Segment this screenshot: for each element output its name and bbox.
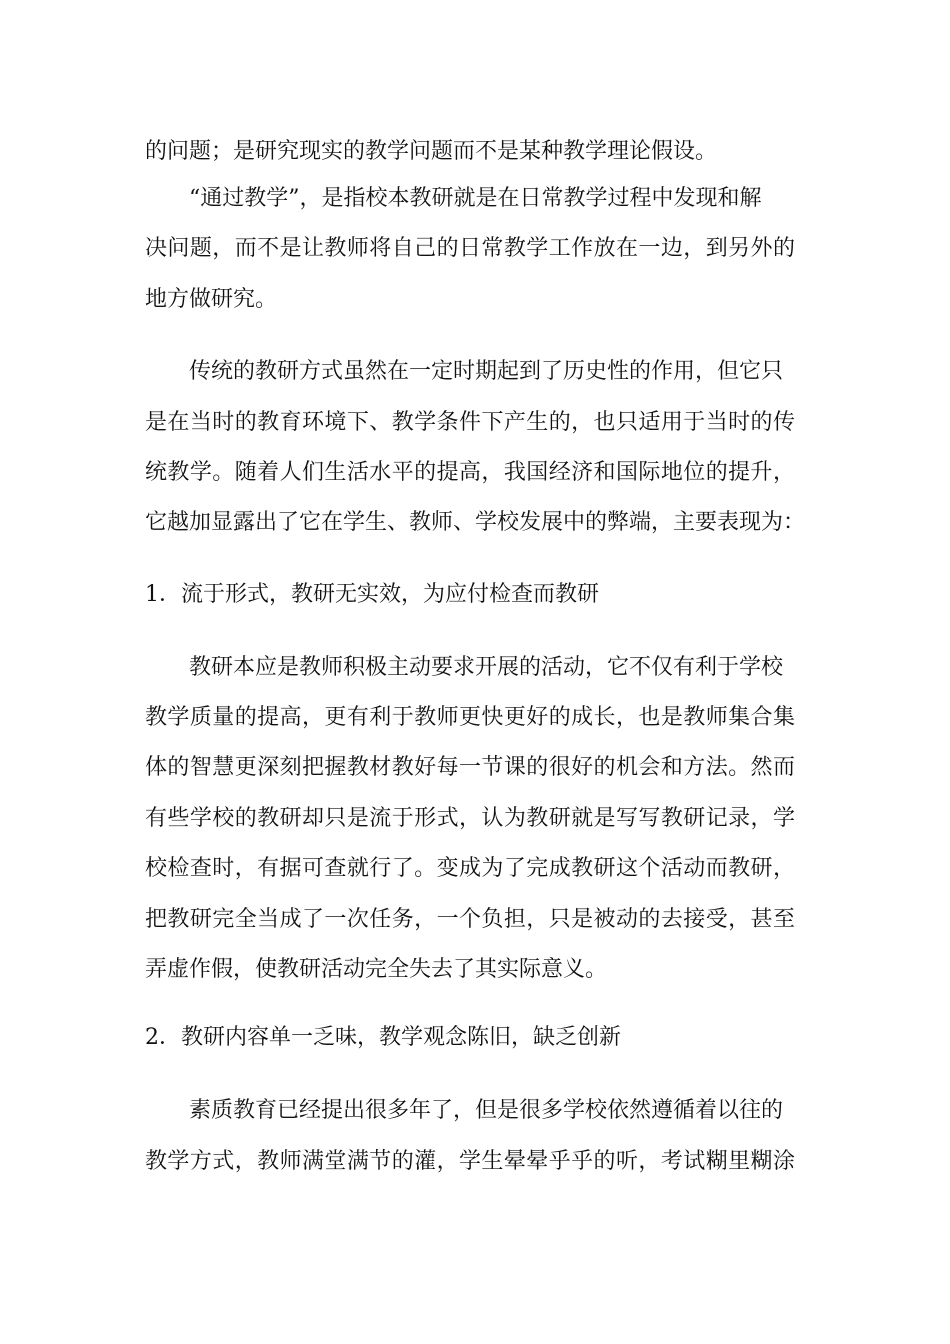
paragraph-first-line: “通过教学”，是指校本教研就是在日常教学过程中发现和解 bbox=[189, 186, 762, 211]
paragraph-first-line: 传统的教研方式虽然在一定时期起到了历史性的作用，但它只 bbox=[189, 359, 784, 384]
paragraph-first-line: 教研本应是教师积极主动要求开展的活动，它不仅有利于学校 bbox=[189, 655, 784, 680]
section-heading-1: 1．流于形式，教研无实效，为应付检查而教研 bbox=[145, 582, 599, 607]
text-line: 教学方式，教师满堂满节的灌，学生晕晕乎乎的听，考试糊里糊涂 bbox=[145, 1149, 795, 1174]
section-heading-2: 2．教研内容单一乏味，教学观念陈旧，缺乏创新 bbox=[145, 1025, 621, 1050]
text-line: 把教研完全当成了一次任务，一个负担，只是被动的去接受，甚至 bbox=[145, 907, 795, 932]
text-line: 统教学。随着人们生活水平的提高，我国经济和国际地位的提升， bbox=[145, 460, 795, 485]
text-line: 的问题；是研究现实的教学问题而不是某种教学理论假设。 bbox=[145, 139, 718, 164]
text-line: 决问题，而不是让教师将自己的日常教学工作放在一边，到另外的 bbox=[145, 236, 795, 261]
text-line: 它越加显露出了它在学生、教师、学校发展中的弊端，主要表现为： bbox=[145, 510, 806, 535]
text-line: 地方做研究。 bbox=[145, 287, 278, 312]
text-line: 教学质量的提高，更有利于教师更快更好的成长，也是教师集合集 bbox=[145, 705, 795, 730]
text-line: 有些学校的教研却只是流于形式，认为教研就是写写教研记录，学 bbox=[145, 806, 795, 831]
text-line: 校检查时，有据可查就行了。变成为了完成教研这个活动而教研， bbox=[145, 856, 795, 881]
paragraph-first-line: 素质教育已经提出很多年了，但是很多学校依然遵循着以往的 bbox=[189, 1098, 784, 1123]
text-line: 是在当时的教育环境下、教学条件下产生的，也只适用于当时的传 bbox=[145, 410, 795, 435]
text-line: 弄虚作假，使教研活动完全失去了其实际意义。 bbox=[145, 957, 608, 982]
text-line: 体的智慧更深刻把握教材教好每一节课的很好的机会和方法。然而 bbox=[145, 755, 795, 780]
